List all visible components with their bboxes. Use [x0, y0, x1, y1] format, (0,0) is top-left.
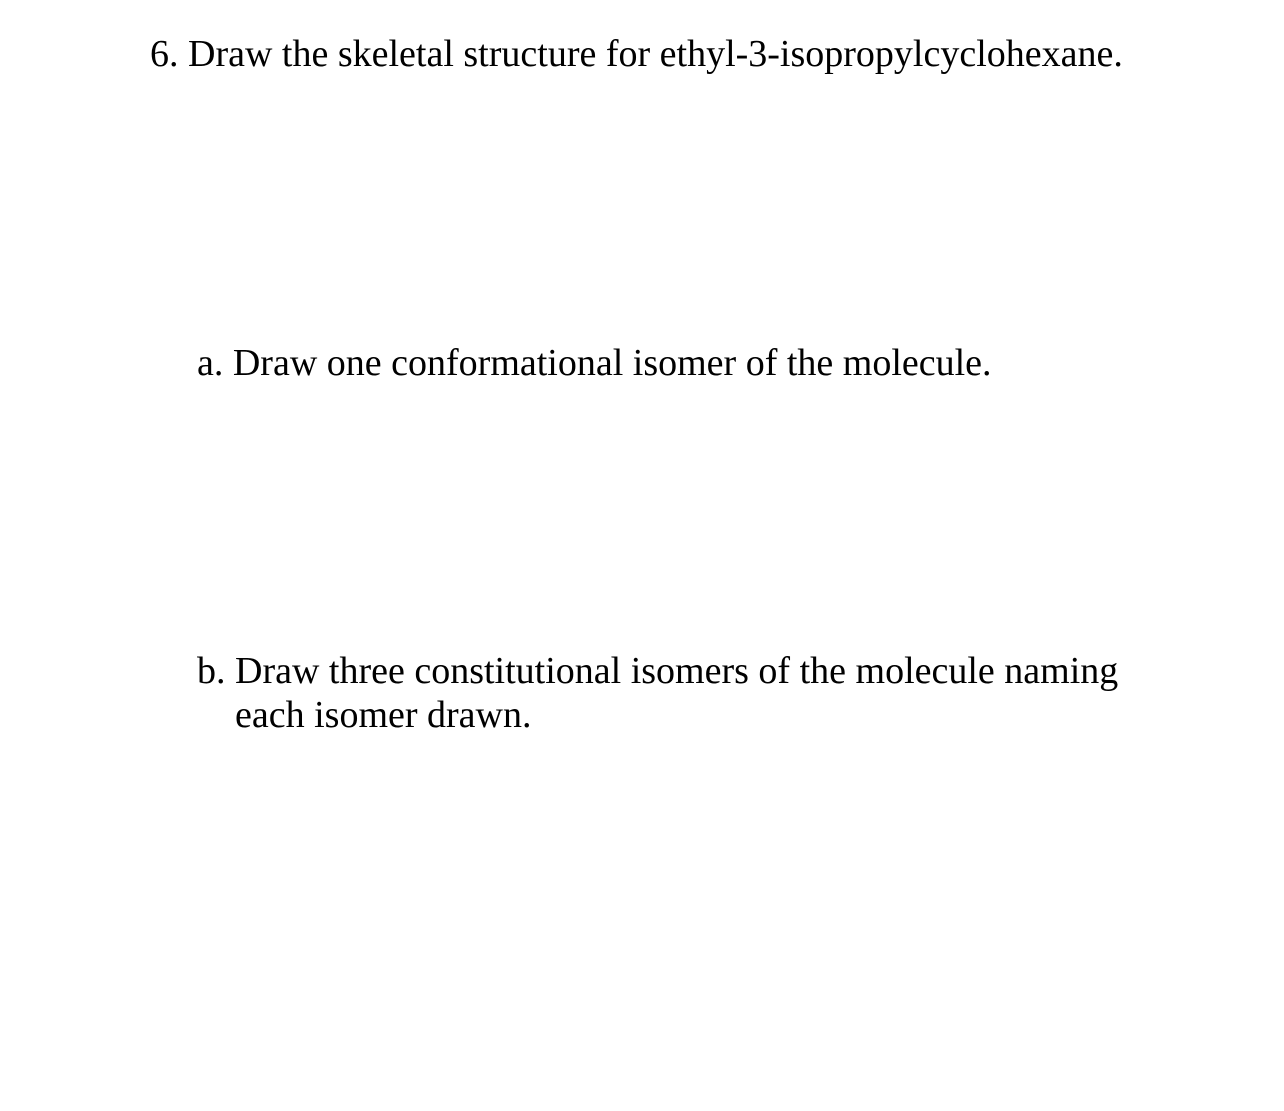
question-6a-prompt: a. Draw one conformational isomer of the molecule. — [197, 342, 992, 384]
question-6b-prompt-line-1: b. Draw three constitutional isomers of the molecule naming — [197, 650, 1119, 692]
question-6b-prompt-line-2: each isomer drawn. — [235, 694, 532, 736]
question-6-prompt: 6. Draw the skeletal structure for ethyl-3-isopropylcyclohexane. — [150, 33, 1123, 75]
